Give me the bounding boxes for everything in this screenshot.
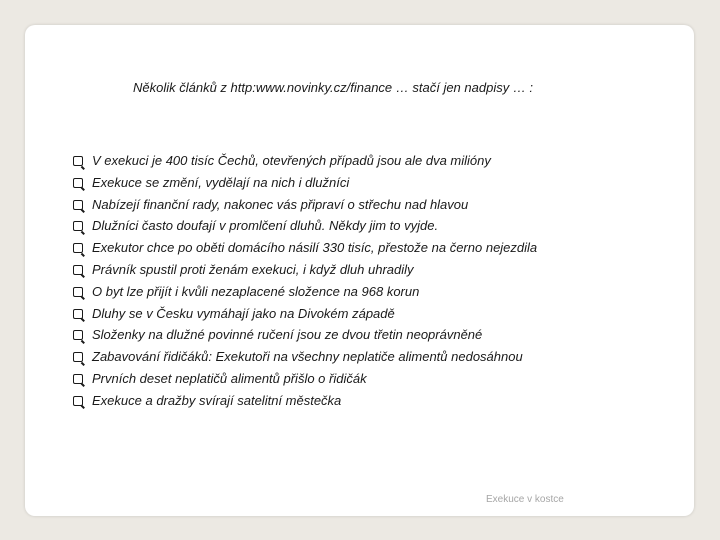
list-item	[73, 324, 537, 346]
q-bullet-icon	[73, 156, 83, 166]
list-item-text: Nabízejí finanční rady, nakonec vás připraví o střechu nad hlavou	[92, 196, 469, 212]
list-item-text: Exekutor chce po oběti domácího násilí 330 tisíc, přestože na černo nejezdila	[92, 240, 538, 256]
list-item	[73, 303, 537, 325]
list-item-text: V exekuci je 400 tisíc Čechů, otevřených případů jsou ale dva milióny	[92, 153, 491, 168]
q-bullet-icon	[73, 396, 83, 406]
slide-footer: Exekuce v kostce	[486, 494, 564, 505]
list-item	[73, 237, 537, 259]
list-item-text: O byt lze přijít i kvůli nezaplacené složence na 968 korun	[92, 283, 420, 299]
q-bullet-icon	[73, 287, 83, 297]
list-item	[73, 150, 537, 172]
list-item	[73, 215, 537, 237]
list-item-text: Složenky na dlužné povinné ručení jsou ze dvou třetin neoprávněné	[92, 327, 483, 343]
list-item-text: Exekuce a dražby svírají satelitní městečka	[92, 392, 342, 408]
list-item	[73, 281, 537, 303]
list-item	[73, 172, 537, 194]
bullet-list	[73, 150, 537, 412]
list-item-text: Dlužníci často doufají v promlčení dluhů. Někdy jim to vyjde.	[92, 218, 439, 234]
list-item	[73, 368, 537, 390]
list-item-text: Právník spustil proti ženám exekuci, i když dluh uhradily	[92, 261, 414, 277]
list-item-text: Zabavování řidičáků: Exekutoři na všechny neplatiče alimentů nedosáhnou	[92, 349, 523, 365]
list-item-text: Dluhy se v Česku vymáhají jako na Divokém západě	[92, 305, 395, 321]
q-bullet-icon	[73, 243, 83, 253]
list-item	[73, 194, 537, 216]
list-item	[73, 390, 537, 412]
list-item	[73, 346, 537, 368]
q-bullet-icon	[73, 309, 83, 319]
slide	[25, 25, 694, 516]
slide-title: Několik článků z http:www.novinky.cz/finance … stačí jen nadpisy … :	[133, 80, 534, 95]
q-bullet-icon	[73, 330, 83, 340]
q-bullet-icon	[73, 265, 83, 275]
list-item	[73, 259, 537, 281]
q-bullet-icon	[73, 352, 83, 362]
q-bullet-icon	[73, 374, 83, 384]
list-item-text: Prvních deset neplatičů alimentů přišlo o řidičák	[92, 370, 367, 386]
q-bullet-icon	[73, 200, 83, 210]
q-bullet-icon	[73, 221, 83, 231]
q-bullet-icon	[73, 178, 83, 188]
list-item-text: Exekuce se změní, vydělají na nich i dlužníci	[92, 174, 350, 190]
